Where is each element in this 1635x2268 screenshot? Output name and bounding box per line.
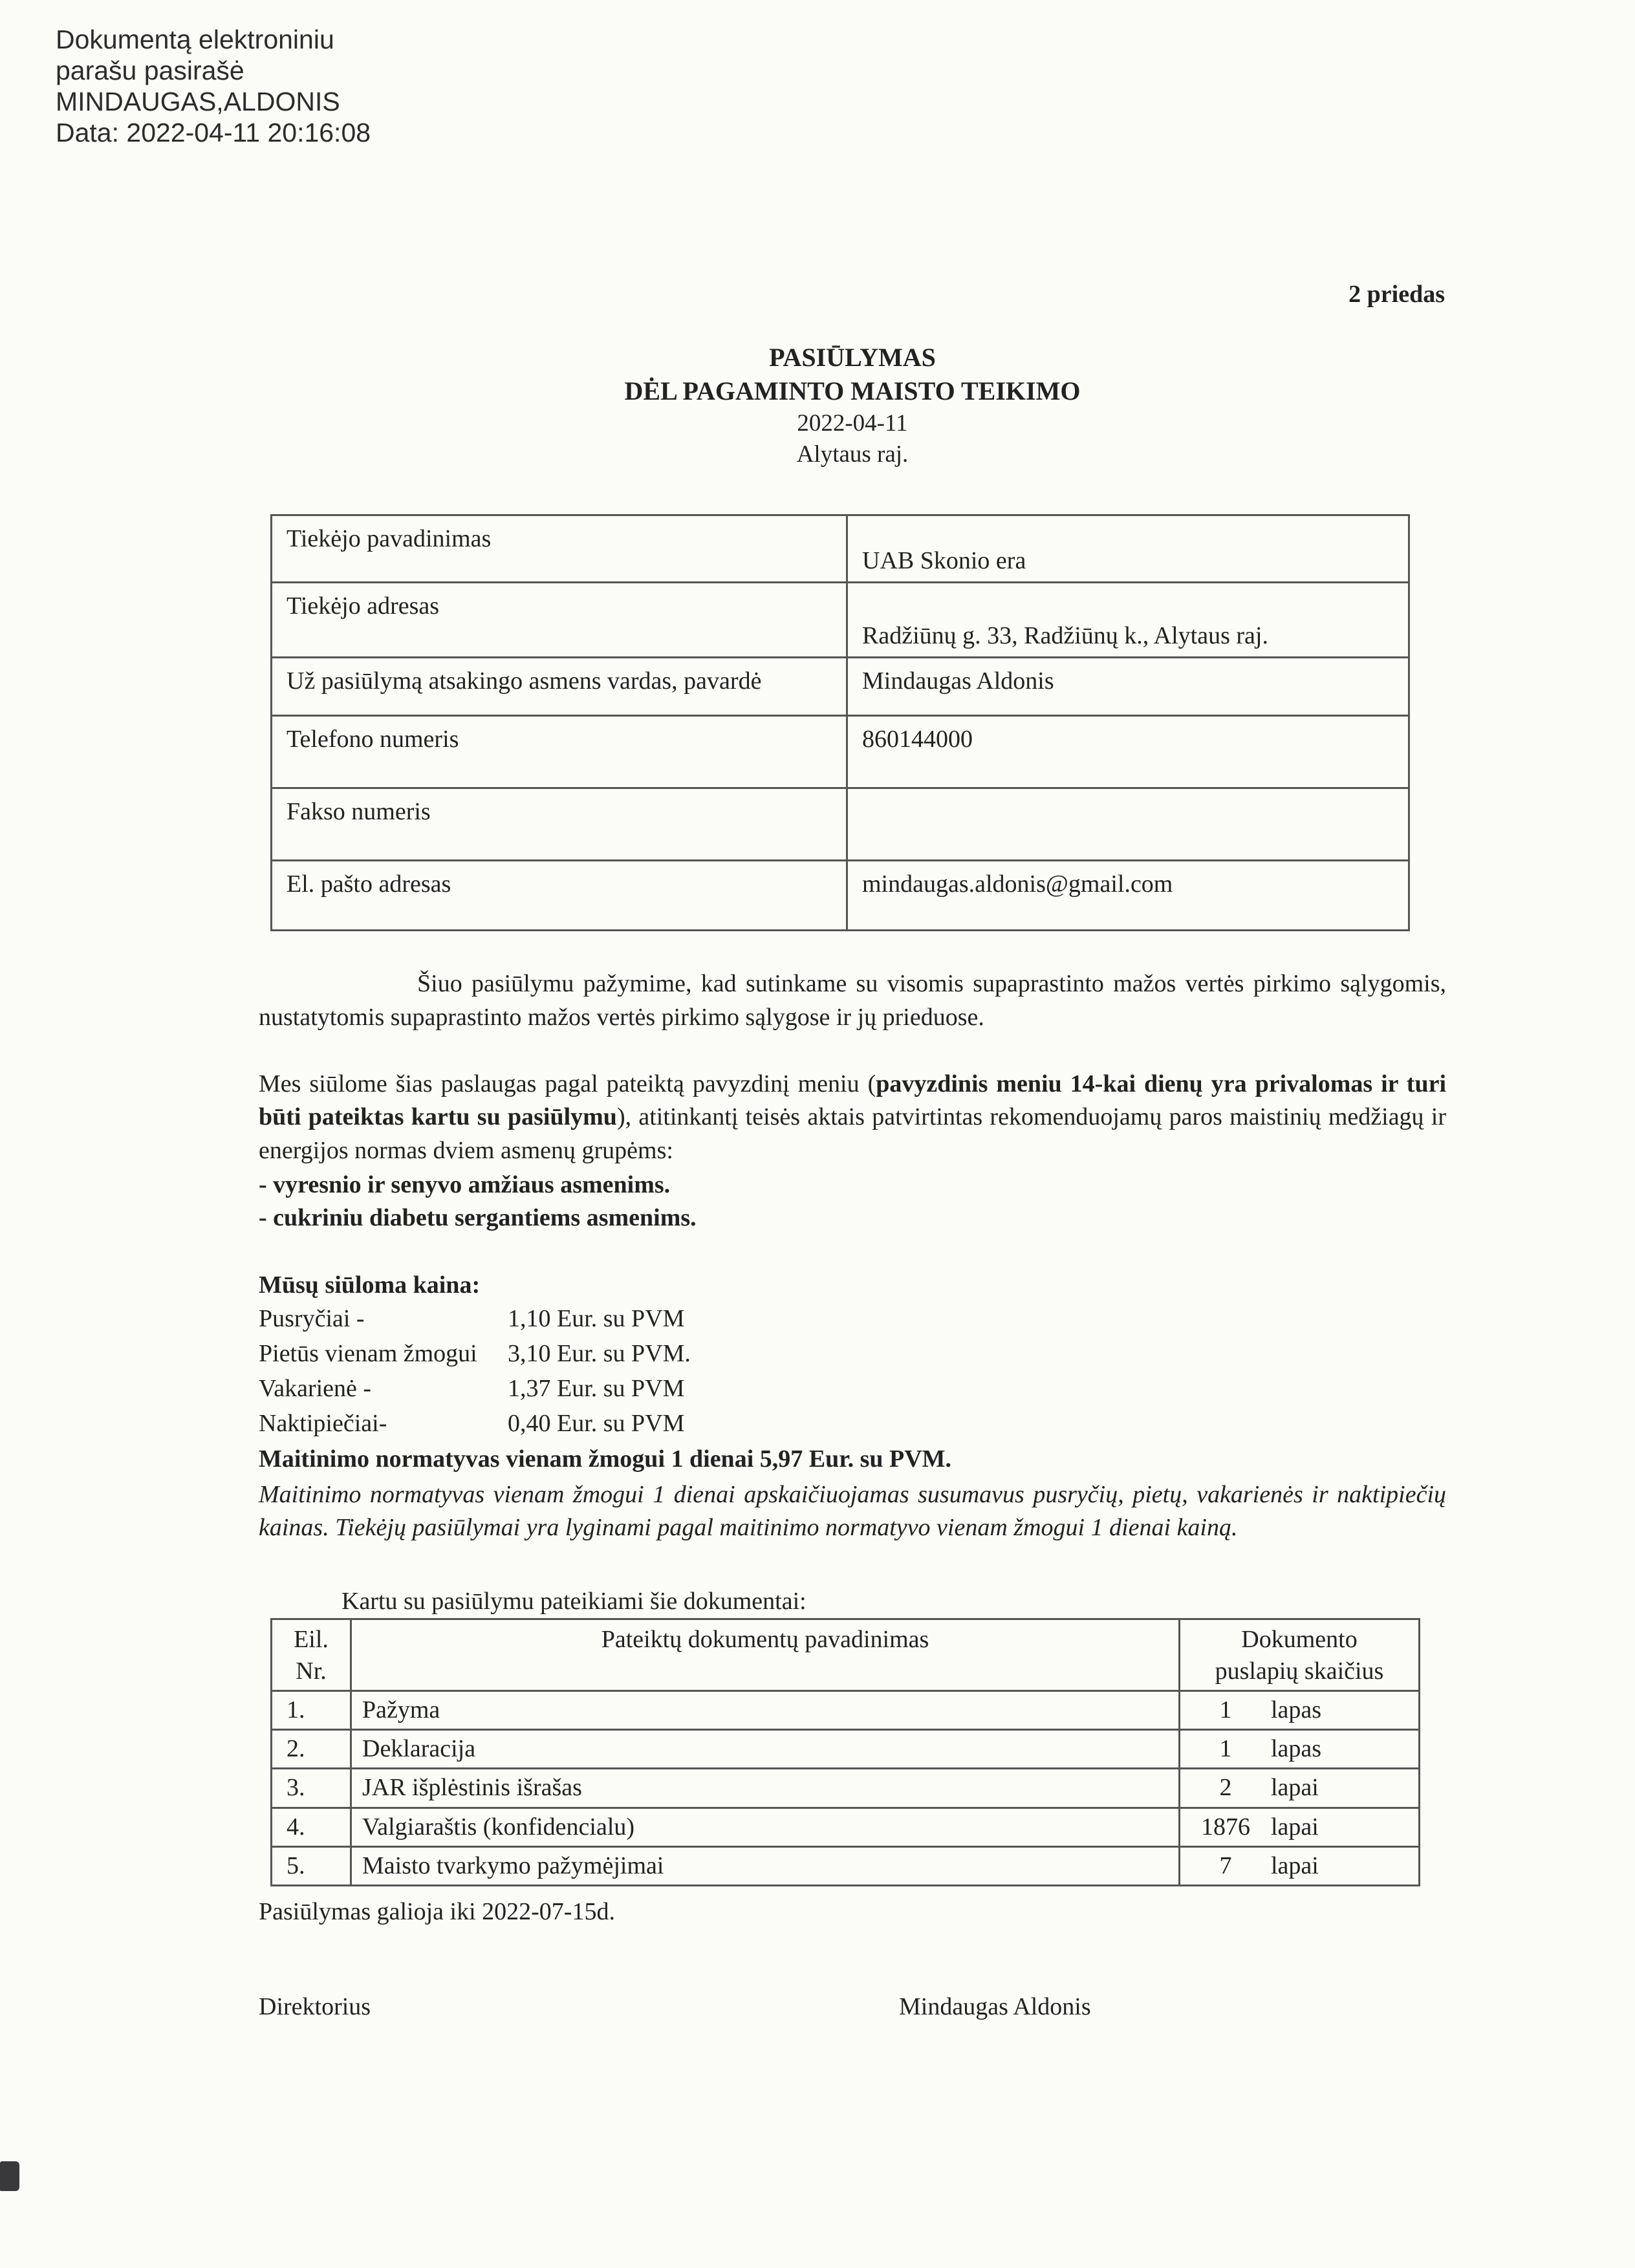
offer-paragraph-text: ), atitinkantį teisės aktais patvirtintas rekomenduojamų paros maistinių medžiagų ir energijos normas dviem asmenų grupėms: — [259, 1103, 1447, 1164]
header-document-name: Pateiktų dokumentų pavadinimas — [351, 1619, 1180, 1690]
list-item: - vyresnio ir senyvo amžiaus asmenims. — [259, 1171, 671, 1198]
phone-label: Telefono numeris — [272, 716, 847, 788]
documents-intro: Kartu su pasiūlymu pateikiami šie dokumentai: — [341, 1587, 807, 1615]
price-label: Naktipiečiai- — [259, 1409, 387, 1437]
page-unit: lapai — [1271, 1774, 1319, 1802]
row-number: 2. — [272, 1729, 351, 1768]
price-row — [259, 1372, 1446, 1407]
validity-statement: Pasiūlymas galioja iki 2022-07-15d. — [259, 1898, 615, 1926]
stamp-signer-name: MINDAUGAS,ALDONIS — [56, 86, 340, 116]
responsible-person-value: Mindaugas Aldonis — [847, 658, 1409, 716]
document-name: Valgiaraštis (konfidencialu) — [351, 1808, 1180, 1846]
table-row — [272, 1690, 1420, 1729]
document-location: Alytaus raj. — [796, 441, 909, 468]
supplier-address-label: Tiekėjo adresas — [272, 583, 847, 658]
supplier-name-label: Tiekėjo pavadinimas — [272, 515, 847, 583]
header-text: Nr. — [296, 1658, 327, 1685]
table-row — [272, 515, 1409, 583]
table-row — [272, 861, 1409, 931]
price-row — [259, 1407, 1446, 1442]
table-header-row — [272, 1619, 1420, 1690]
price-row — [259, 1337, 1446, 1372]
page-count: 2 — [1219, 1774, 1232, 1802]
page-count-cell — [1180, 1846, 1420, 1885]
table-row — [272, 788, 1409, 861]
page-count-cell — [1180, 1808, 1420, 1846]
table-row — [272, 716, 1409, 788]
list-item: - cukriniu diabetu sergantiems asmenims. — [259, 1204, 697, 1232]
stamp-line: Dokumentą elektroniniu — [56, 25, 334, 54]
row-number: 3. — [272, 1769, 351, 1808]
supplier-address-value: Radžiūnų g. 33, Radžiūnų k., Alytaus raj. — [847, 583, 1409, 658]
page-count: 7 — [1219, 1852, 1232, 1879]
page-count: 1 — [1219, 1734, 1232, 1762]
offer-paragraph — [259, 1068, 1446, 1167]
document-title-block — [259, 341, 1446, 470]
pricing-heading: Mūsų siūloma kaina: — [259, 1271, 481, 1299]
page-unit: lapas — [1271, 1696, 1322, 1723]
normative-explanation: Maitinimo normatyvas vienam žmogui 1 dienai apskaičiuojamas susumavus pusryčių, pietų, vakarienės ir naktipiečių kainas. Tiekėjų pasiūlymai yra lyginami pagal maitinimo normatyvo vienam žmogui 1 dienai kainą. — [259, 1480, 1446, 1542]
document-name: Pažyma — [351, 1690, 1180, 1729]
price-label: Vakarienė - — [259, 1374, 372, 1402]
annex-label: 2 priedas — [1348, 281, 1445, 308]
row-number: 5. — [272, 1846, 351, 1885]
table-row — [272, 1769, 1420, 1808]
email-value: mindaugas.aldonis@gmail.com — [847, 861, 1409, 931]
stamp-line: parašu pasirašė — [56, 55, 244, 85]
table-row — [272, 1808, 1420, 1846]
price-value: 0,40 Eur. su PVM — [508, 1409, 685, 1437]
row-number: 4. — [272, 1808, 351, 1846]
document-title: PASIŪLYMAS — [769, 343, 936, 373]
table-row — [272, 658, 1409, 716]
document-date: 2022-04-11 — [797, 410, 908, 437]
agreement-paragraph: Šiuo pasiūlymu pažymime, kad sutinkame su visomis supaprastinto mažos vertės pirkimo sąlygomis, nustatytomis supaprastinto mažos vertės pirkimo sąlygose ir jų prieduose. — [259, 970, 1446, 1031]
price-list — [259, 1302, 1446, 1442]
header-eil-nr — [272, 1619, 351, 1690]
email-label: El. pašto adresas — [272, 861, 847, 931]
price-value: 1,10 Eur. su PVM — [508, 1304, 685, 1332]
price-label: Pietūs vienam žmogui — [259, 1339, 477, 1367]
price-label: Pusryčiai - — [259, 1304, 365, 1332]
scan-artifact — [0, 2161, 19, 2191]
electronic-signature-stamp — [56, 25, 371, 149]
document-body — [259, 278, 1446, 2024]
phone-value: 860144000 — [847, 716, 1409, 788]
fax-value — [847, 788, 1409, 861]
stamp-date: Data: 2022-04-11 20:16:08 — [56, 117, 371, 147]
supplier-info-table — [270, 514, 1410, 931]
documents-table — [270, 1618, 1420, 1886]
page-unit: lapai — [1271, 1813, 1319, 1841]
target-groups-list — [259, 1169, 1446, 1235]
price-value: 3,10 Eur. su PVM. — [508, 1339, 691, 1367]
director-name: Mindaugas Aldonis — [899, 1993, 1091, 2021]
supplier-name-value: UAB Skonio era — [847, 515, 1409, 583]
document-name: Maisto tvarkymo pažymėjimai — [351, 1846, 1180, 1885]
row-number: 1. — [272, 1690, 351, 1729]
table-row — [272, 1846, 1420, 1885]
page-unit: lapai — [1271, 1852, 1319, 1879]
signature-line — [259, 1991, 1446, 2024]
document-name: Deklaracija — [351, 1729, 1180, 1768]
header-text: Dokumento — [1241, 1625, 1358, 1653]
header-text: Eil. — [294, 1625, 329, 1653]
header-text: puslapių skaičius — [1215, 1658, 1384, 1685]
page-count: 1876 — [1201, 1813, 1250, 1841]
fax-label: Fakso numeris — [272, 788, 847, 861]
header-page-count — [1180, 1619, 1420, 1690]
document-name: JAR išplėstinis išrašas — [351, 1769, 1180, 1808]
table-row — [272, 583, 1409, 658]
page-unit: lapas — [1271, 1734, 1322, 1762]
price-row — [259, 1302, 1446, 1337]
document-subtitle: DĖL PAGAMINTO MAISTO TEIKIMO — [624, 376, 1081, 406]
table-row — [272, 1729, 1420, 1768]
price-value: 1,37 Eur. su PVM — [508, 1374, 685, 1402]
page-count-cell — [1180, 1769, 1420, 1808]
offer-paragraph-bold: pavyzdinis meniu 14-kai dienų yra privalomas ir turi būti pateiktas kartu su pasiūlymu — [259, 1070, 1447, 1131]
offer-paragraph-text: Mes siūlome šias paslaugas pagal pateiktą pavyzdinį meniu ( — [259, 1070, 876, 1098]
page-count-cell — [1180, 1729, 1420, 1768]
director-title: Direktorius — [259, 1993, 371, 2021]
normative-statement: Maitinimo normatyvas vienam žmogui 1 dienai 5,97 Eur. su PVM. — [259, 1445, 952, 1473]
responsible-person-label: Už pasiūlymą atsakingo asmens vardas, pavardė — [272, 658, 847, 716]
page-count: 1 — [1219, 1696, 1232, 1723]
page-count-cell — [1180, 1690, 1420, 1729]
